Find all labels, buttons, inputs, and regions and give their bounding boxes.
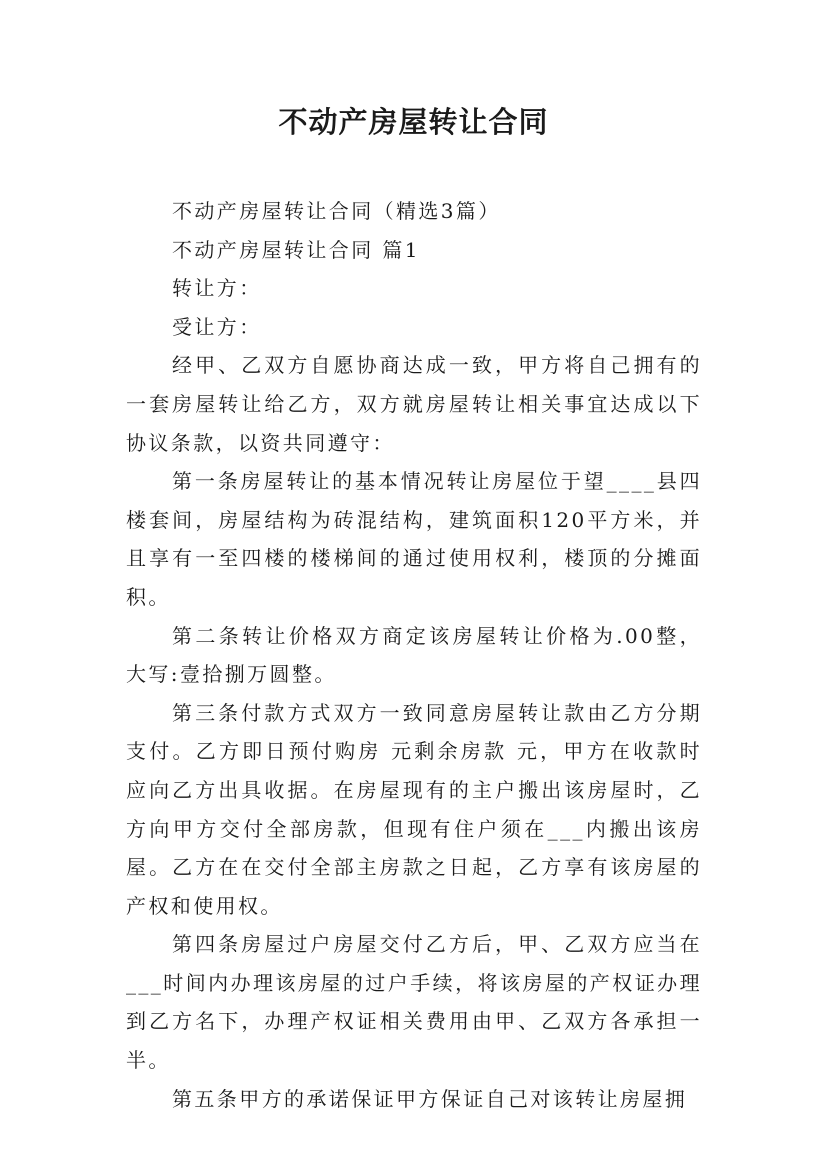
paragraph-clause-3: 第三条付款方式双方一致同意房屋转让款由乙方分期支付。乙方即日预付购房 元剩余房款 元，甲方在收款时应向乙方出具收据。在房屋现有的主户搬出该房屋时，乙方向甲方交付全部房款，但现有住户须在___内搬出该房屋。乙方在在交付全部主房款之日起，乙方享有该房屋的产权和使用权。	[126, 700, 702, 918]
paragraph-clause-2: 第二条转让价格双方商定该房屋转让价格为.00整，大写:壹拾捌万圆整。	[126, 623, 702, 687]
paragraph-transferee: 受让方：	[172, 314, 262, 339]
paragraph-collection-title: 不动产房屋转让合同（精选3篇）	[172, 199, 501, 223]
paragraph-article-heading: 不动产房屋转让合同 篇1	[172, 237, 420, 262]
document-body	[126, 192, 702, 1118]
paragraph-clause-5: 第五条甲方的承诺保证甲方保证自己对该转让房屋拥	[172, 1086, 688, 1111]
document-title: 不动产房屋转让合同	[278, 105, 549, 139]
paragraph-transferor: 转让方：	[172, 276, 262, 301]
paragraph-clause-1: 第一条房屋转让的基本情况转让房屋位于望____县四楼套间，房屋结构为砖混结构，建筑面积120平方米，并且享有一至四楼的楼梯间的通过使用权利，楼顶的分摊面积。	[126, 469, 702, 609]
paragraph-preamble: 经甲、乙双方自愿协商达成一致，甲方将自己拥有的一套房屋转让给乙方，双方就房屋转让相关事宜达成以下协议条款，以资共同遵守：	[126, 353, 702, 455]
paragraph-clause-4: 第四条房屋过户房屋交付乙方后，甲、乙双方应当在___时间内办理该房屋的过户手续，将该房屋的产权证办理到乙方名下，办理产权证相关费用由甲、乙双方各承担一半。	[126, 932, 702, 1073]
